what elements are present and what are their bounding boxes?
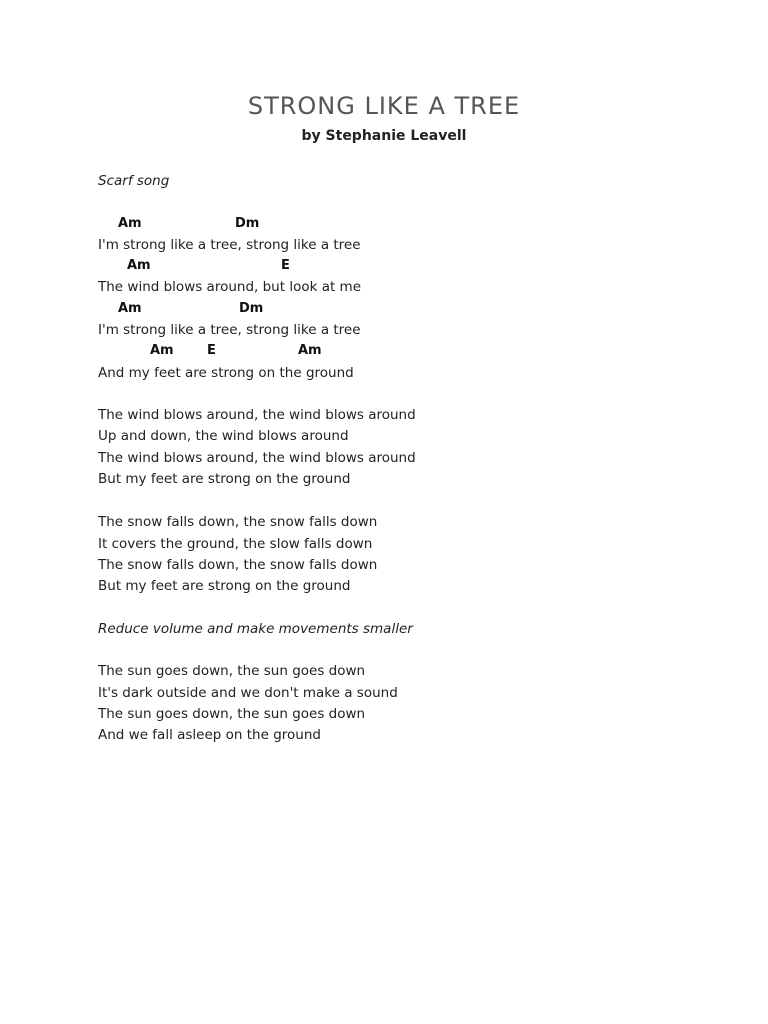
scarf-song-note: Scarf song bbox=[98, 173, 170, 189]
performance-instruction: Reduce volume and make movements smaller bbox=[98, 621, 413, 637]
lyric-line: The sun goes down, the sun goes down bbox=[98, 663, 366, 679]
lyric-line: It's dark outside and we don't make a sound bbox=[98, 685, 398, 701]
chord-dm: Dm bbox=[235, 216, 260, 231]
chord-am: Am bbox=[118, 301, 142, 316]
chord-am: Am bbox=[298, 343, 322, 358]
chord-am: Am bbox=[127, 258, 151, 273]
lyric-line: But my feet are strong on the ground bbox=[98, 578, 351, 594]
lyric-line: The wind blows around, the wind blows around bbox=[98, 407, 416, 423]
lyric-line: I'm strong like a tree, strong like a tree bbox=[98, 237, 361, 253]
chord-am: Am bbox=[150, 343, 174, 358]
lyric-line: The snow falls down, the snow falls down bbox=[98, 557, 378, 573]
lyric-line: And my feet are strong on the ground bbox=[98, 365, 354, 381]
lyric-line: The sun goes down, the sun goes down bbox=[98, 706, 366, 722]
lyric-line: The snow falls down, the snow falls down bbox=[98, 514, 378, 530]
lyric-line: It covers the ground, the slow falls down bbox=[98, 536, 373, 552]
lyric-line: I'm strong like a tree, strong like a tree bbox=[98, 322, 361, 338]
lyric-line: But my feet are strong on the ground bbox=[98, 471, 351, 487]
chord-dm: Dm bbox=[239, 301, 264, 316]
lyric-line: The wind blows around, but look at me bbox=[98, 279, 362, 295]
chord-e: E bbox=[281, 258, 290, 273]
song-title: STRONG LIKE A TREE bbox=[247, 92, 521, 120]
song-author: by Stephanie Leavell bbox=[301, 128, 467, 144]
chord-e: E bbox=[207, 343, 216, 358]
lyric-line: The wind blows around, the wind blows around bbox=[98, 450, 416, 466]
lyric-line: And we fall asleep on the ground bbox=[98, 727, 321, 743]
chord-am: Am bbox=[118, 216, 142, 231]
lyric-line: Up and down, the wind blows around bbox=[98, 428, 349, 444]
